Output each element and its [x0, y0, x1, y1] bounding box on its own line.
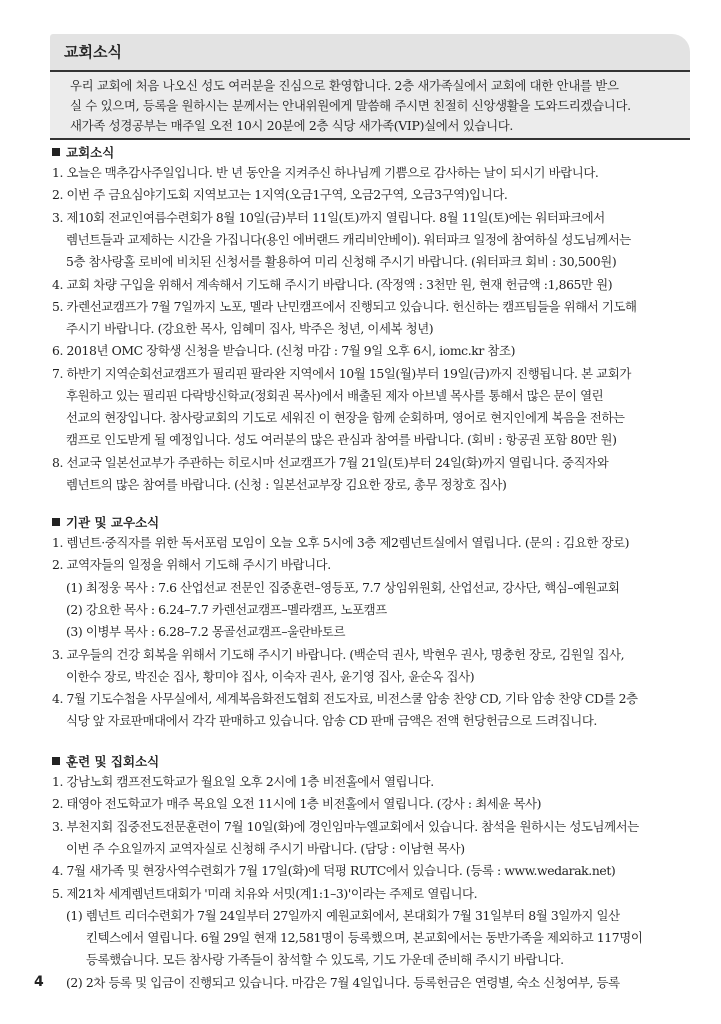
list-item: 등록했습니다. 모든 참사랑 가족들이 참석할 수 있도록, 기도 가운데 준비해 주시기 바랍니다. [86, 952, 564, 967]
list-item: 3. 제10회 전교인여름수련회가 8월 10일(금)부터 11일(토)까지 열립니다. 8월 11일(토)에는 워터파크에서 [52, 210, 605, 225]
list-item: 1. 오늘은 맥추감사주일입니다. 반 년 동안을 지켜주신 하나님께 기쁨으로 감사하는 날이 되시기 바랍니다. [52, 165, 599, 180]
list-item: 킨텍스에서 열립니다. 6월 29일 현재 12,581명이 등록했으며, 본교회에서는 동반가족을 제외하고 117명이 [86, 930, 643, 945]
list-item: 렘넌트의 많은 참여를 바랍니다. (신청 : 일본선교부장 김요한 장로, 총무 정창호 집사) [66, 477, 507, 492]
list-item: 8. 선교국 일본선교부가 주관하는 히로시마 선교캠프가 7월 21일(토)부터 24일(화)까지 열립니다. 중직자와 [52, 455, 609, 470]
list-item: (2) 강요한 목사 : 6.24–7.7 카렌선교캠프–멜라캠프, 노포캠프 [66, 602, 387, 617]
list-item: (1) 최정웅 목사 : 7.6 산업선교 전문인 집중훈련–영등포, 7.7 상임위원회, 산업선교, 강사단, 핵심–예원교회 [66, 580, 620, 595]
page-title: 교회소식 [64, 43, 122, 61]
list-item: 4. 7월 기도수첩을 사무실에서, 세계복음화전도협회 전도자료, 비전스쿨 암송 찬양 CD, 기타 암송 찬양 CD를 2층 [52, 691, 638, 706]
welcome-box [50, 70, 690, 140]
square-bullet-icon [52, 757, 60, 765]
square-bullet-icon [52, 518, 60, 526]
list-item: 선교의 현장입니다. 참사랑교회의 기도로 세워진 이 현장을 함께 순회하며, 영어로 현지인에게 복음을 전하는 [66, 410, 625, 425]
list-item: 5층 참사랑홀 로비에 비치된 신청서를 활용하여 미리 신청해 주시기 바랍니다. (워터파크 회비 : 30,500원) [66, 254, 617, 269]
page-number: 4 [34, 974, 44, 990]
list-item: 2. 태영아 전도학교가 매주 목요일 오전 11시에 1층 비전홀에서 열립니다. (강사 : 최세윤 목사) [52, 796, 542, 811]
list-item: 이번 주 수요일까지 교역자실로 신청해 주시기 바랍니다. (담당 : 이남현 목사) [66, 841, 465, 856]
list-item: 3. 교우들의 건강 회복을 위해서 기도해 주시기 바랍니다. (백순덕 권사, 박현우 권사, 명충헌 장로, 김원일 집사, [52, 647, 625, 662]
list-item: 렘넌트들과 교제하는 시간을 가집니다(용인 에버랜드 캐리비안베이). 워터파크 일정에 참여하실 성도님께서는 [66, 232, 631, 247]
list-item: 7. 하반기 지역순회선교캠프가 필리핀 팔라완 지역에서 10월 15일(월)부터 19일(금)까지 진행됩니다. 본 교회가 [52, 366, 631, 381]
list-item: 6. 2018년 OMC 장학생 신청을 받습니다. (신청 마감 : 7월 9일 오후 6시, iomc.kr 참조) [52, 343, 515, 358]
square-bullet-icon [52, 148, 60, 156]
list-item: 2. 이번 주 금요심야기도회 지역보고는 1지역(오금1구역, 오금2구역, 오금3구역)입니다. [52, 187, 508, 202]
section-header-tab [50, 34, 690, 70]
list-item: 4. 7월 새가족 및 현장사역수련회가 7월 17일(화)에 덕평 RUTC에서 있습니다. (등록 : www.wedarak.net) [52, 863, 616, 878]
list-item: 5. 제21차 세계렘넌트대회가 '미래 치유와 서밋(계1:1–3)'이라는 주제로 열립니다. [52, 886, 478, 901]
welcome-line: 우리 교회에 처음 나오신 성도 여러분을 진심으로 환영합니다. 2층 새가족실에서 교회에 대한 안내를 받으 [70, 78, 619, 93]
list-item: 식당 앞 자료판매대에서 각각 판매하고 있습니다. 암송 CD 판매 금액은 전액 헌당헌금으로 드려집니다. [66, 713, 597, 728]
list-item: (1) 렘넌트 리더수련회가 7월 24일부터 27일까지 예원교회에서, 본대회가 7월 31일부터 8월 3일까지 일산 [66, 908, 620, 923]
welcome-line: 새가족 성경공부는 매주일 오전 10시 20분에 2층 식당 새가족(VIP)실에서 있습니다. [70, 118, 514, 133]
list-item: (2) 2차 등록 및 입금이 진행되고 있습니다. 마감은 7월 4일입니다. 등록헌금은 연령별, 숙소 신청여부, 등록 [66, 975, 620, 990]
list-item: 캠프로 인도받게 될 예정입니다. 성도 여러분의 많은 관심과 참여를 바랍니다. (회비 : 항공권 포함 80만 원) [66, 432, 617, 447]
list-item: 2. 교역자들의 일정을 위해서 기도해 주시기 바랍니다. [52, 557, 331, 572]
list-item: 4. 교회 차량 구입을 위해서 계속해서 기도해 주시기 바랍니다. (작정액 : 3천만 원, 현재 헌금액 :1,865만 원) [52, 277, 613, 292]
list-item: 1. 렘넌트·중직자를 위한 독서포럼 모임이 오늘 오후 5시에 3층 제2렘넌트실에서 열립니다. (문의 : 김요한 장로) [52, 535, 630, 550]
list-item: 3. 부천지회 집중전도전문훈련이 7월 10일(화)에 경인임마누엘교회에서 있습니다. 참석을 원하시는 성도님께서는 [52, 819, 639, 834]
list-item: 주시기 바랍니다. (강요한 목사, 임혜미 집사, 박주은 청년, 이세복 청년) [66, 321, 434, 336]
section-heading-org-news: 기관 및 교우소식 [52, 513, 159, 531]
list-item: 1. 강남노회 캠프전도학교가 월요일 오후 2시에 1층 비전홀에서 열립니다. [52, 774, 434, 789]
list-item: 이한수 장로, 박진순 집사, 황미야 집사, 이숙자 권사, 윤기영 집사, 윤순옥 집사) [66, 669, 475, 684]
list-item: 5. 카렌선교캠프가 7월 7일까지 노포, 멜라 난민캠프에서 진행되고 있습니다. 헌신하는 캠프팀들을 위해서 기도해 [52, 299, 637, 314]
list-item: 후원하고 있는 필리핀 다락방신학교(정회권 목사)에서 배출된 제자 아브넬 목사를 통해서 많은 문이 열린 [66, 388, 604, 403]
welcome-line: 실 수 있으며, 등록을 원하시는 분께서는 안내위원에게 말씀해 주시면 친절히 신앙생활을 도와드리겠습니다. [70, 98, 631, 113]
list-item: (3) 이병부 목사 : 6.28–7.2 몽골선교캠프–울란바토르 [66, 624, 346, 639]
section-heading-church-news: 교회소식 [52, 143, 114, 161]
section-heading-training-news: 훈련 및 집회소식 [52, 752, 159, 770]
